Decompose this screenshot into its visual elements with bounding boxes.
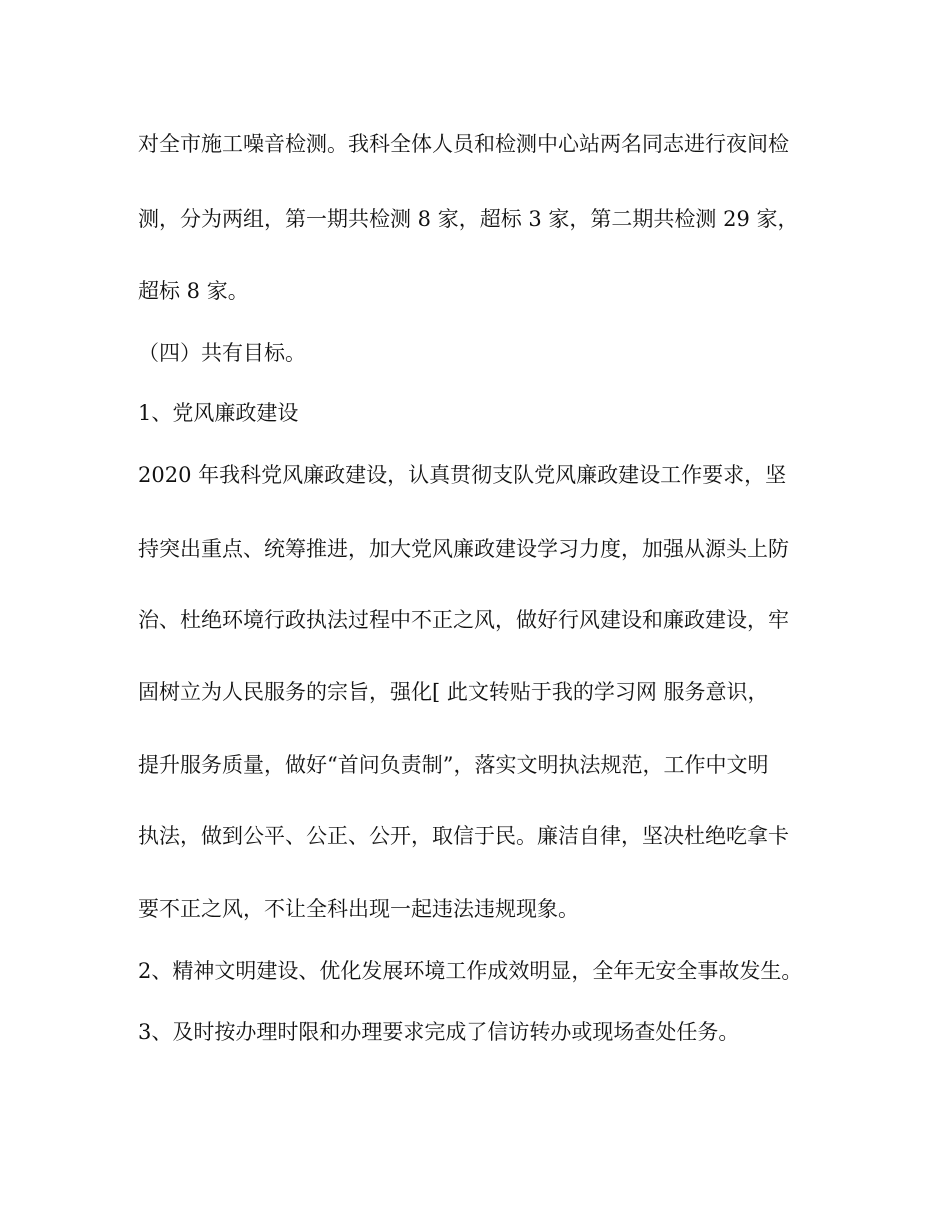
body-text-line: 治、杜绝环境行政执法过程中不正之风，做好行风建设和廉政建设，牢 [138, 608, 789, 632]
body-text-line: 超标 8 家。 [138, 279, 249, 303]
body-text-line: 执法，做到公平、公正、公开，取信于民。廉洁自律，坚决杜绝吃拿卡 [138, 824, 789, 848]
body-text-line: 2020 年我科党风廉政建设，认真贯彻支队党风廉政建设工作要求，坚 [138, 463, 787, 487]
body-text-line: 测，分为两组，第一期共检测 8 家，超标 3 家，第二期共检测 29 家， [138, 207, 799, 231]
list-item: 2、精神文明建设、优化发展环境工作成效明显，全年无安全事故发生。 [138, 959, 803, 983]
body-text-line: 提升服务质量，做好“首问负责制”，落实文明执法规范，工作中文明 [138, 753, 769, 777]
list-item: 3、及时按办理时限和办理要求完成了信访转办或现场查处任务。 [138, 1020, 740, 1044]
body-text-line: 持突出重点、统筹推进，加大党风廉政建设学习力度，加强从源头上防 [138, 537, 789, 561]
section-heading: （四）共有目标。 [138, 341, 306, 365]
body-text-line: 对全市施工噪音检测。我科全体人员和检测中心站两名同志进行夜间检 [138, 132, 789, 156]
body-text-line: 固树立为人民服务的宗旨，强化[ 此文转贴于我的学习网 服务意识， [138, 680, 769, 704]
body-text-line: 要不正之风，不让全科出现一起违法违规现象。 [138, 897, 579, 921]
subsection-heading: 1、党风廉政建设 [138, 401, 299, 425]
